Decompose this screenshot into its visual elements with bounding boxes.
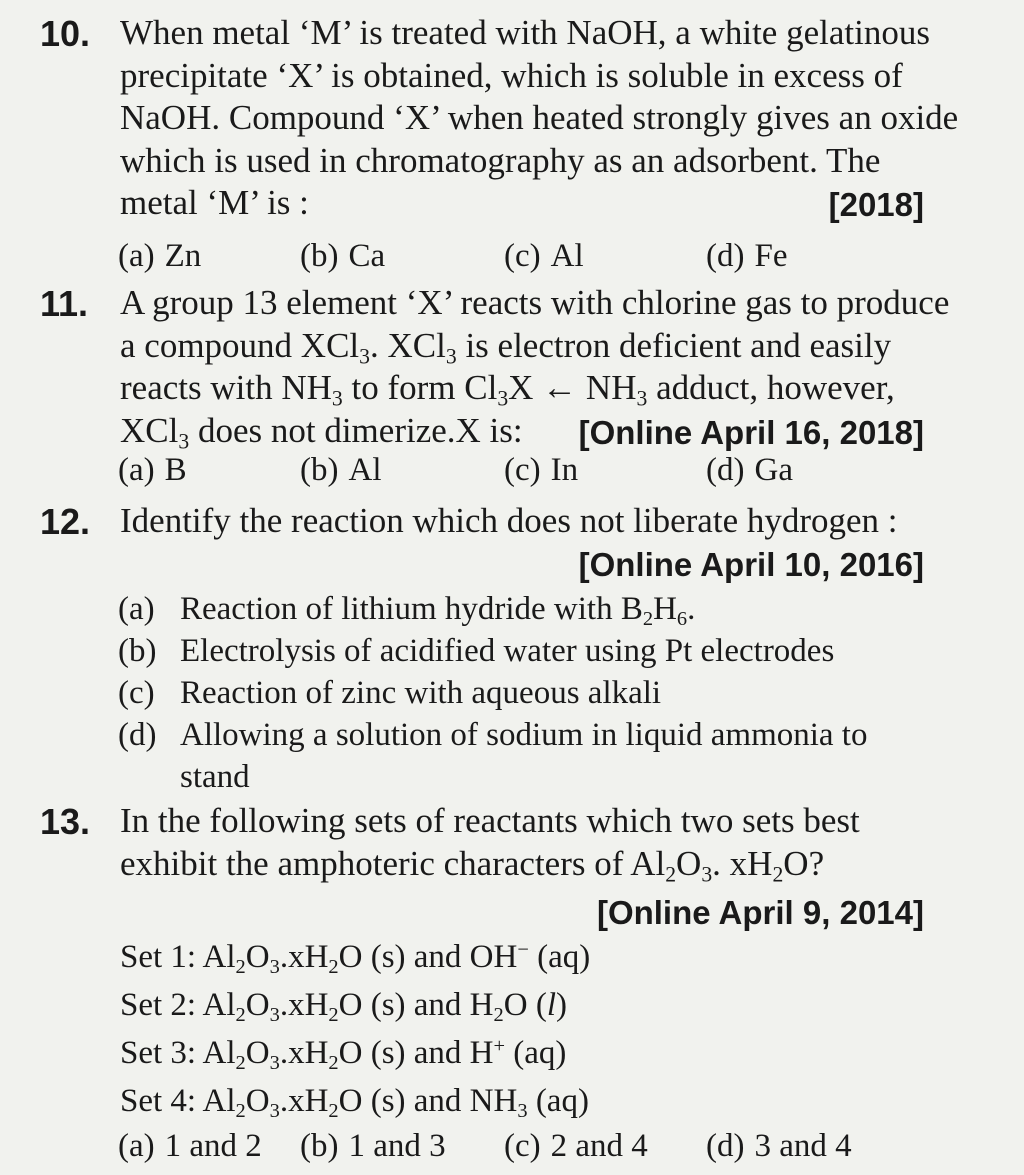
option-label: (d) [706,452,745,488]
question-line: A group 13 element ‘X’ reacts with chlorine gas to produce [120,283,950,322]
option-label: (d) [706,238,745,274]
option-text: B [164,452,187,488]
question-line: which is used in chromatography as an adsorbent. The [120,140,881,180]
question-line: In the following sets of reactants which two sets best [120,801,860,840]
option-a[interactable] [118,1126,262,1166]
option-b[interactable] [300,1126,446,1166]
option-label: (d) [706,1128,745,1164]
option-text: In [550,452,579,488]
option-d-continued: stand [180,759,250,795]
option-label: (b) [300,452,339,488]
option-d[interactable] [706,450,793,490]
option-c[interactable] [118,672,661,714]
option-b[interactable] [118,630,834,672]
option-a[interactable] [118,236,201,276]
option-text: Zn [164,238,202,274]
option-label: (a) [118,238,155,274]
option-d[interactable] [118,714,867,756]
year-tag: [Online April 10, 2016] [578,546,924,583]
option-c[interactable] [504,236,584,276]
option-label: (a) [118,1128,155,1164]
question-number: 10. [40,13,91,54]
option-text: Reaction of lithium hydride with $B_2H_6$. [180,591,696,631]
question-number: 11. [40,283,89,324]
year-tag: [Online April 9, 2014] [596,894,924,931]
reactant-set-3: Set 3: $Al_2O_3.xH_2O$ (s) and H+ (aq) [120,1034,567,1075]
option-text: 2 and 4 [550,1128,648,1164]
option-text: 3 and 4 [754,1128,852,1164]
question-line: precipitate ‘X’ is obtained, which is soluble in excess of [120,55,903,95]
option-label: (a) [118,591,155,627]
option-label: (a) [118,452,155,488]
question-number: 13. [40,801,91,842]
question-line: a compound XCl$_3$. XCl$_3$ is electron deficient and easily [120,325,892,368]
question-line: When metal ‘M’ is treated with NaOH, a white gelatinous [120,13,930,52]
question-number: 12. [40,501,91,542]
option-text: Allowing a solution of sodium in liquid ammonia to [180,717,868,753]
option-label: (d) [118,717,157,753]
option-label: (c) [504,1128,541,1164]
option-c[interactable] [504,1126,648,1166]
question-text [120,500,920,543]
option-d[interactable] [706,236,787,276]
option-text: Al [348,452,382,488]
question-line: exhibit the amphoteric characters of $Al_2O_3$. $xH_2O$? [120,843,825,886]
option-b[interactable] [300,236,385,276]
question-line: NaOH. Compound ‘X’ when heated strongly gives an oxide [120,98,959,137]
option-text: Fe [754,238,788,274]
option-label: (b) [300,238,339,274]
question-line: XCl$_3$ does not dimerize.X is: [120,410,523,453]
option-label: (b) [118,633,157,669]
option-label: (c) [118,675,155,711]
option-a[interactable] [118,450,187,490]
reactant-set-1: Set 1: $Al_2O_3.xH_2O$ (s) and OH− (aq) [120,938,591,979]
reactant-set-2: Set 2: $Al_2O_3.xH_2O$ (s) and $H_2O$ (l) [120,987,567,1027]
option-d[interactable] [706,1126,852,1166]
question-line: metal ‘M’ is : [120,183,309,222]
question-text [120,800,920,885]
option-label: (c) [504,452,541,488]
option-b[interactable] [300,450,381,490]
option-text: Electrolysis of acidified water using Pt electrodes [180,633,835,669]
reactant-set-4: Set 4: $Al_2O_3.xH_2O$ (s) and $NH_3$ (aq) [120,1083,589,1123]
option-text: Reaction of zinc with aqueous alkali [180,675,662,711]
option-label: (b) [300,1128,339,1164]
option-text: Ca [348,238,386,274]
question-line: reacts with $NH_3$ to form $Cl_3X$ ← $NH_3$ adduct, however, [120,368,895,411]
option-a[interactable] [118,588,695,630]
question-text [120,12,959,225]
question-line: Identify the reaction which does not liberate hydrogen : [120,501,898,540]
option-text: Ga [754,452,793,488]
option-text: 1 and 2 [164,1128,262,1164]
year-tag: [2018] [828,186,924,223]
option-text: 1 and 3 [348,1128,446,1164]
option-label: (c) [504,238,541,274]
year-tag: [Online April 16, 2018] [578,414,924,451]
option-text: Al [550,238,584,274]
option-c[interactable] [504,450,578,490]
